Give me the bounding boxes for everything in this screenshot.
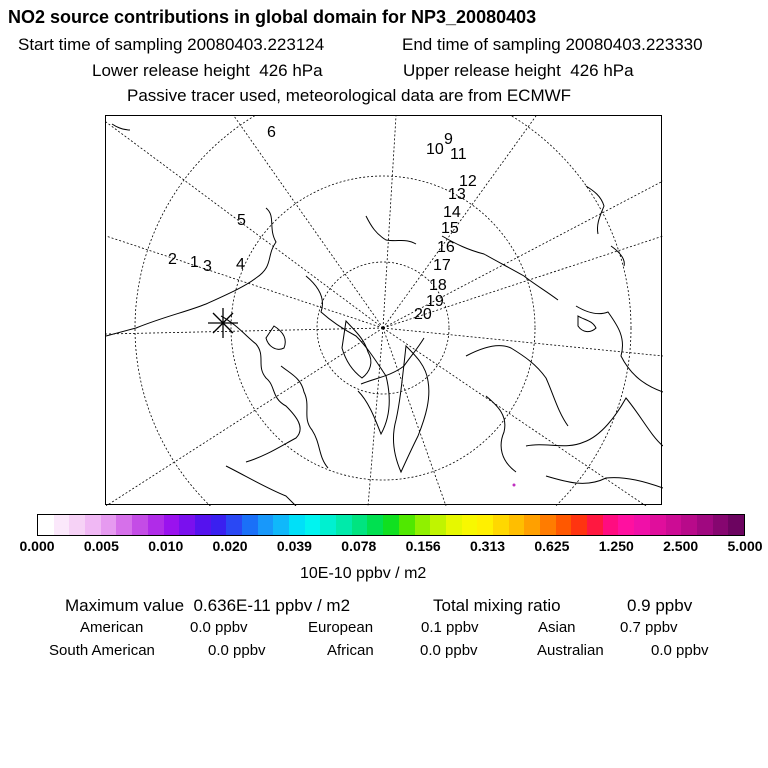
trajectory-label: 4 bbox=[236, 256, 245, 273]
colorbar-tick-labels bbox=[0, 538, 768, 558]
colorbar-tick-label: 0.625 bbox=[534, 538, 570, 554]
page-title: NO2 source contributions in global domain for NP3_20080403 bbox=[8, 7, 537, 27]
region-value: 0.7 ppbv bbox=[620, 619, 678, 636]
trajectory-label: 15 bbox=[441, 220, 459, 237]
maximum-value: Maximum value 0.636E-11 ppbv / m2 bbox=[65, 596, 351, 615]
tracer-note: Passive tracer used, meteorological data are from ECMWF bbox=[127, 86, 572, 105]
colorbar-tick-label: 0.313 bbox=[470, 538, 506, 554]
colorbar-tick-label: 0.156 bbox=[405, 538, 441, 554]
star-icon bbox=[208, 308, 238, 338]
trajectory-label: 6 bbox=[267, 124, 276, 141]
colorbar-tick-label: 0.000 bbox=[19, 538, 55, 554]
colorbar-segment bbox=[148, 515, 164, 535]
region-name: South American bbox=[49, 642, 155, 659]
trajectory-label: 20 bbox=[414, 306, 432, 323]
trajectory-labels bbox=[168, 124, 477, 323]
colorbar-segment bbox=[540, 515, 556, 535]
colorbar-segment bbox=[164, 515, 180, 535]
region-value: 0.0 ppbv bbox=[651, 642, 709, 659]
colorbar-tick-label: 0.078 bbox=[341, 538, 377, 554]
colorbar-tick-label: 5.000 bbox=[727, 538, 763, 554]
colorbar-segment bbox=[681, 515, 697, 535]
colorbar-segment bbox=[38, 515, 54, 535]
trajectory-label: 10 bbox=[426, 141, 444, 158]
trajectory-label: 17 bbox=[433, 257, 451, 274]
trajectory-label: 12 bbox=[459, 173, 477, 190]
latitude-circles bbox=[135, 116, 631, 506]
colorbar-segment bbox=[305, 515, 321, 535]
colorbar-segment bbox=[69, 515, 85, 535]
region-name: European bbox=[308, 619, 374, 636]
colorbar-segment bbox=[352, 515, 368, 535]
colorbar-segment bbox=[226, 515, 242, 535]
coastlines bbox=[106, 124, 663, 506]
colorbar-segment bbox=[132, 515, 148, 535]
colorbar-tick-label: 0.039 bbox=[276, 538, 312, 554]
colorbar-segment bbox=[54, 515, 70, 535]
colorbar-unit: 10E-10 ppbv / m2 bbox=[300, 565, 427, 582]
start-time: Start time of sampling 20080403.223124 bbox=[18, 35, 325, 54]
colorbar-segment bbox=[258, 515, 274, 535]
colorbar-segment bbox=[603, 515, 619, 535]
concentration-dot bbox=[513, 484, 516, 487]
colorbar-segment bbox=[179, 515, 195, 535]
colorbar-tick-label: 1.250 bbox=[598, 538, 634, 554]
colorbar-segment bbox=[211, 515, 227, 535]
colorbar-segment bbox=[367, 515, 383, 535]
trajectory-label: 16 bbox=[437, 239, 455, 256]
total-mixing-ratio-value: 0.9 ppbv bbox=[627, 596, 693, 615]
colorbar-segment bbox=[477, 515, 493, 535]
colorbar-segment bbox=[415, 515, 431, 535]
colorbar-segment bbox=[273, 515, 289, 535]
colorbar-segment bbox=[618, 515, 634, 535]
colorbar-segment bbox=[101, 515, 117, 535]
trajectory-label: 14 bbox=[443, 204, 461, 221]
trajectory-label: 9 bbox=[444, 131, 453, 148]
colorbar-segment bbox=[524, 515, 540, 535]
colorbar-segment bbox=[336, 515, 352, 535]
trajectory-label: 2 bbox=[168, 251, 177, 268]
trajectory-label: 3 bbox=[203, 258, 212, 275]
colorbar-segment bbox=[289, 515, 305, 535]
colorbar-segment bbox=[462, 515, 478, 535]
trajectory-label: 18 bbox=[429, 277, 447, 294]
colorbar bbox=[37, 514, 745, 536]
total-mixing-ratio-label: Total mixing ratio bbox=[433, 596, 561, 615]
trajectory-label: 19 bbox=[426, 293, 444, 310]
region-value: 0.1 ppbv bbox=[421, 619, 479, 636]
polar-map bbox=[106, 116, 663, 506]
colorbar-tick-label: 2.500 bbox=[663, 538, 699, 554]
region-name: African bbox=[327, 642, 374, 659]
colorbar-segment bbox=[85, 515, 101, 535]
colorbar-segment bbox=[697, 515, 713, 535]
meridian-lines bbox=[106, 116, 663, 506]
colorbar-tick-label: 0.005 bbox=[83, 538, 119, 554]
lower-release-height: Lower release height 426 hPa bbox=[92, 61, 323, 80]
region-value: 0.0 ppbv bbox=[420, 642, 478, 659]
map-panel bbox=[105, 115, 662, 505]
trajectory-label: 5 bbox=[237, 212, 246, 229]
colorbar-segment bbox=[650, 515, 666, 535]
trajectory-label: 11 bbox=[450, 146, 467, 163]
colorbar-segment bbox=[446, 515, 462, 535]
upper-release-height: Upper release height 426 hPa bbox=[403, 61, 634, 80]
colorbar-segment bbox=[320, 515, 336, 535]
colorbar-segment bbox=[383, 515, 399, 535]
colorbar-segment bbox=[556, 515, 572, 535]
colorbar-segment bbox=[587, 515, 603, 535]
colorbar-tick-label: 0.020 bbox=[212, 538, 248, 554]
colorbar-segment bbox=[634, 515, 650, 535]
trajectory-label: 13 bbox=[448, 186, 466, 203]
region-name: Australian bbox=[537, 642, 604, 659]
region-name: American bbox=[80, 619, 144, 636]
colorbar-segment bbox=[509, 515, 525, 535]
trajectory-label: 1 bbox=[190, 254, 199, 271]
colorbar-segment bbox=[666, 515, 682, 535]
colorbar-segment bbox=[399, 515, 415, 535]
region-value: 0.0 ppbv bbox=[208, 642, 266, 659]
colorbar-segment bbox=[493, 515, 509, 535]
colorbar-segment bbox=[728, 515, 744, 535]
colorbar-segment bbox=[571, 515, 587, 535]
region-value: 0.0 ppbv bbox=[190, 619, 248, 636]
end-time: End time of sampling 20080403.223330 bbox=[402, 35, 703, 54]
colorbar-segment bbox=[713, 515, 729, 535]
colorbar-segment bbox=[195, 515, 211, 535]
colorbar-segment bbox=[430, 515, 446, 535]
colorbar-segment bbox=[116, 515, 132, 535]
region-name: Asian bbox=[538, 619, 576, 636]
colorbar-segment bbox=[242, 515, 258, 535]
colorbar-tick-label: 0.010 bbox=[148, 538, 184, 554]
